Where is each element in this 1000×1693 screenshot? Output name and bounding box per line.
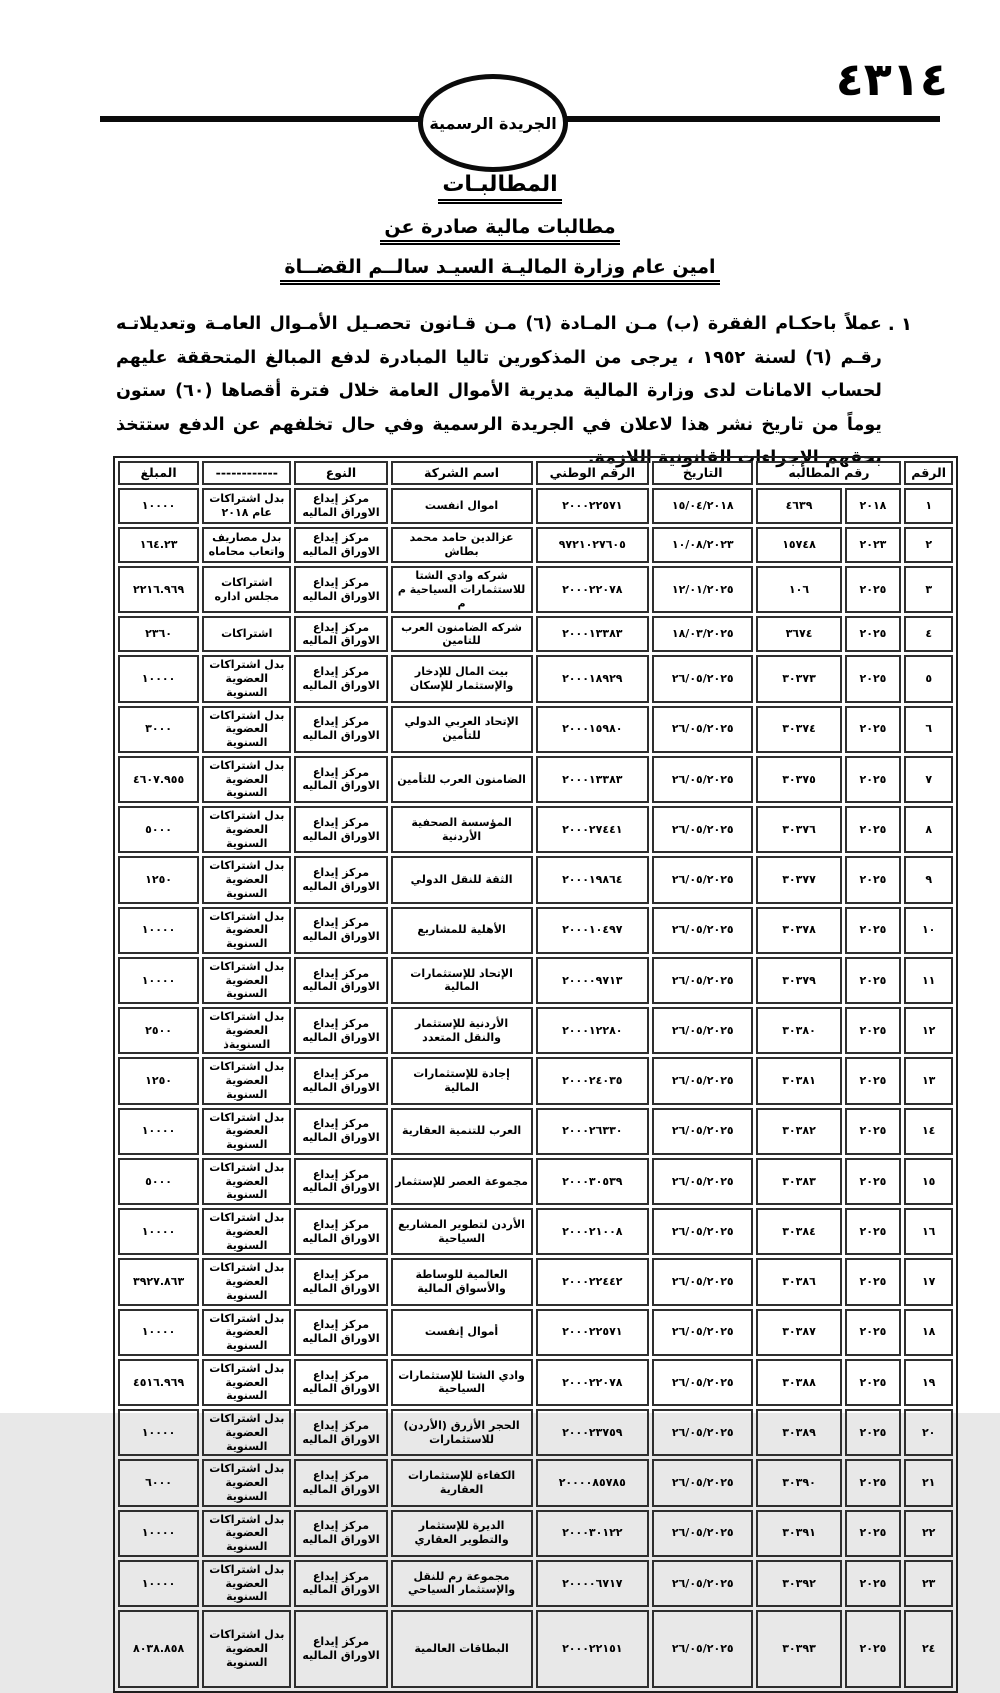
cell-type: مركز إيداع الاوراق الماليه bbox=[294, 1610, 387, 1688]
cell-serial: ٢٠ bbox=[904, 1409, 953, 1456]
cell-description: بدل اشتراكات العضوية السنوية bbox=[202, 1108, 291, 1155]
cell-date: ٢٦/٠٥/٢٠٢٥ bbox=[652, 1359, 753, 1406]
cell-amount: ١٦٤.٢٣ bbox=[118, 527, 199, 563]
header-company: اسم الشركة bbox=[391, 461, 533, 485]
cell-date: ١٨/٠٣/٢٠٢٥ bbox=[652, 616, 753, 652]
cell-amount: ١٠٠٠٠ bbox=[118, 957, 199, 1004]
cell-date: ١٥/٠٤/٢٠١٨ bbox=[652, 488, 753, 524]
cell-company: بيت المال للإدخار والإستثمار للإسكان bbox=[391, 655, 533, 702]
header-date: التاريخ bbox=[652, 461, 753, 485]
cell-amount: ٨٠٣٨.٨٥٨ bbox=[118, 1610, 199, 1688]
cell-company: العرب للتنمية العقارية bbox=[391, 1108, 533, 1155]
cell-company: الثقة للنقل الدولي bbox=[391, 856, 533, 903]
cell-description: بدل اشتراكات العضوية السنوية bbox=[202, 1459, 291, 1506]
cell-claim-number: ٣٠٣٧٦ bbox=[756, 806, 841, 853]
cell-claim-number: ١٠٦ bbox=[756, 566, 841, 613]
table-row bbox=[118, 488, 953, 524]
intro-text: عملاً باحكـام الفقرة (ب) مـن المـادة (٦) مـن قـانون تحصـيل الأمـوال العامـة وتعديلاتـه رقـم (٦) لسنة ١٩٥٢ ، يرجى من المذكورين تاليا المبادرة لدفع المبالغ المتحققة عليهم لحساب الامانات لدى وزارة المالية مديرية الأموال العامة خلال فترة أقصاها (٦٠) ستون يوماً من تاريخ نشر هذا لاعلان في الجريدة الرسمية وفي حال تخلفهم عن الدفع ستتخذ بحقهم الإجراءات القانونية اللازمة. bbox=[116, 314, 882, 469]
cell-description: بدل اشتراكات العضوية السنوية bbox=[202, 1309, 291, 1356]
cell-date: ١٢/٠١/٢٠٢٥ bbox=[652, 566, 753, 613]
cell-date: ٢٦/٠٥/٢٠٢٥ bbox=[652, 1459, 753, 1506]
cell-company: الضامنون العرب للتأمين bbox=[391, 756, 533, 803]
cell-type: مركز إيداع الاوراق الماليه bbox=[294, 1158, 387, 1205]
cell-amount: ١٢٥٠ bbox=[118, 1057, 199, 1104]
cell-type: مركز إيداع الاوراق الماليه bbox=[294, 1258, 387, 1305]
cell-serial: ٢١ bbox=[904, 1459, 953, 1506]
cell-claim-year: ٢٠٢٥ bbox=[845, 1409, 902, 1456]
claims-table bbox=[113, 456, 958, 1693]
claims-table-wrap bbox=[113, 456, 958, 1693]
cell-serial: ١٢ bbox=[904, 1007, 953, 1054]
table-row bbox=[118, 1359, 953, 1406]
cell-national-number: ٢٠٠٠٢٢٠٧٨ bbox=[536, 566, 650, 613]
cell-claim-year: ٢٠٢٥ bbox=[845, 806, 902, 853]
cell-claim-year: ٢٠٢٥ bbox=[845, 1007, 902, 1054]
cell-amount: ١٠٠٠٠ bbox=[118, 1560, 199, 1607]
cell-serial: ٤ bbox=[904, 616, 953, 652]
cell-company: إجادة للإستثمارات المالية bbox=[391, 1057, 533, 1104]
cell-serial: ٢٣ bbox=[904, 1560, 953, 1607]
cell-claim-year: ٢٠١٨ bbox=[845, 488, 902, 524]
cell-date: ٢٦/٠٥/٢٠٢٥ bbox=[652, 1560, 753, 1607]
cell-national-number: ٢٠٠٠٠٨٥٧٨٥ bbox=[536, 1459, 650, 1506]
cell-claim-year: ٢٠٢٥ bbox=[845, 1359, 902, 1406]
cell-amount: ١٠٠٠٠ bbox=[118, 1409, 199, 1456]
cell-claim-year: ٢٠٢٥ bbox=[845, 856, 902, 903]
cell-serial: ١٨ bbox=[904, 1309, 953, 1356]
cell-description: بدل اشتراكات العضوية السنوية bbox=[202, 655, 291, 702]
cell-claim-year: ٢٠٢٥ bbox=[845, 616, 902, 652]
cell-type: مركز إيداع الاوراق الماليه bbox=[294, 1057, 387, 1104]
cell-company: أموال إنفست bbox=[391, 1309, 533, 1356]
cell-description: بدل اشتراكات العضوية السنوية bbox=[202, 1359, 291, 1406]
cell-description: بدل اشتراكات العضوية السنوية bbox=[202, 806, 291, 853]
cell-date: ٢٦/٠٥/٢٠٢٥ bbox=[652, 1510, 753, 1557]
cell-claim-year: ٢٠٢٥ bbox=[845, 1560, 902, 1607]
header-national-number: الرقم الوطني bbox=[536, 461, 650, 485]
cell-company: مجموعة رم للنقل والإستثمار السياحي bbox=[391, 1560, 533, 1607]
cell-date: ٢٦/٠٥/٢٠٢٥ bbox=[652, 1158, 753, 1205]
cell-claim-number: ٣٠٣٧٩ bbox=[756, 957, 841, 1004]
table-row bbox=[118, 1560, 953, 1607]
cell-amount: ١٠٠٠٠ bbox=[118, 1108, 199, 1155]
table-row bbox=[118, 806, 953, 853]
cell-serial: ١٠ bbox=[904, 907, 953, 954]
cell-type: مركز إيداع الاوراق الماليه bbox=[294, 1309, 387, 1356]
cell-date: ٢٦/٠٥/٢٠٢٥ bbox=[652, 1409, 753, 1456]
cell-amount: ٢٣٦٠ bbox=[118, 616, 199, 652]
cell-national-number: ٢٠٠٠٢٣٧٥٩ bbox=[536, 1409, 650, 1456]
cell-claim-number: ٣٠٣٩٠ bbox=[756, 1459, 841, 1506]
intro-paragraph bbox=[116, 308, 912, 476]
table-row bbox=[118, 756, 953, 803]
cell-company: الإتحاد العربي الدولي للتأمين bbox=[391, 706, 533, 753]
table-row bbox=[118, 566, 953, 613]
cell-claim-number: ٣٠٣٨١ bbox=[756, 1057, 841, 1104]
section-subtitle-1-text: مطالبات مالية صادرة عن bbox=[380, 216, 619, 245]
cell-company: مجموعة العصر للإستثمار bbox=[391, 1158, 533, 1205]
cell-amount: ٤٦٠٧.٩٥٥ bbox=[118, 756, 199, 803]
table-row bbox=[118, 1459, 953, 1506]
cell-amount: ١٠٠٠٠ bbox=[118, 655, 199, 702]
cell-date: ٢٦/٠٥/٢٠٢٥ bbox=[652, 1057, 753, 1104]
cell-amount: ١٠٠٠٠ bbox=[118, 907, 199, 954]
cell-serial: ٦ bbox=[904, 706, 953, 753]
cell-claim-number: ٤٦٣٩ bbox=[756, 488, 841, 524]
cell-type: مركز إيداع الاوراق الماليه bbox=[294, 488, 387, 524]
cell-national-number: ٢٠٠٠٢١٠٠٨ bbox=[536, 1208, 650, 1255]
cell-claim-number: ٣٠٣٨٢ bbox=[756, 1108, 841, 1155]
intro-item-number: ١ . bbox=[887, 314, 912, 335]
cell-description: بدل اشتراكات العضوية السنوية bbox=[202, 1409, 291, 1456]
cell-claim-number: ٣٠٣٧٣ bbox=[756, 655, 841, 702]
header-claim-number: رقم المطالبه bbox=[756, 461, 901, 485]
cell-amount: ٥٠٠٠ bbox=[118, 1158, 199, 1205]
table-row bbox=[118, 856, 953, 903]
cell-claim-year: ٢٠٢٥ bbox=[845, 907, 902, 954]
cell-claim-number: ٣٠٣٧٧ bbox=[756, 856, 841, 903]
cell-claim-number: ٣٠٣٨٨ bbox=[756, 1359, 841, 1406]
section-subtitle-1 bbox=[0, 216, 1000, 238]
cell-date: ٢٦/٠٥/٢٠٢٥ bbox=[652, 806, 753, 853]
cell-amount: ٢٥٠٠ bbox=[118, 1007, 199, 1054]
cell-company: البطاقات العالمية bbox=[391, 1610, 533, 1688]
table-row bbox=[118, 1309, 953, 1356]
cell-national-number: ٢٠٠٠٢٢٥٧١ bbox=[536, 1309, 650, 1356]
cell-amount: ١٢٥٠ bbox=[118, 856, 199, 903]
header-serial: الرقم bbox=[904, 461, 953, 485]
cell-serial: ٥ bbox=[904, 655, 953, 702]
cell-type: مركز إيداع الاوراق الماليه bbox=[294, 856, 387, 903]
cell-date: ٢٦/٠٥/٢٠٢٥ bbox=[652, 856, 753, 903]
cell-claim-number: ٣٠٣٨٠ bbox=[756, 1007, 841, 1054]
gazette-label: الجريدة الرسمية bbox=[429, 113, 557, 133]
cell-claim-number: ١٥٧٤٨ bbox=[756, 527, 841, 563]
cell-amount: ١٠٠٠٠ bbox=[118, 488, 199, 524]
gazette-oval bbox=[418, 74, 568, 172]
cell-amount: ٣٩٢٧.٨٦٣ bbox=[118, 1258, 199, 1305]
section-subtitle-2 bbox=[0, 256, 1000, 278]
section-subtitle-2-text: امين عام وزارة الماليـة السيـد سالــم القضــاة bbox=[280, 256, 719, 285]
cell-national-number: ٢٠٠٠١٢٢٨٠ bbox=[536, 1007, 650, 1054]
cell-claim-number: ٣٠٣٧٨ bbox=[756, 907, 841, 954]
cell-serial: ١١ bbox=[904, 957, 953, 1004]
cell-date: ٢٦/٠٥/٢٠٢٥ bbox=[652, 1108, 753, 1155]
cell-description: بدل اشتراكات العضوية السنوية bbox=[202, 1057, 291, 1104]
table-row bbox=[118, 1610, 953, 1688]
cell-national-number: ٢٠٠٠١٥٩٨٠ bbox=[536, 706, 650, 753]
cell-claim-year: ٢٠٢٥ bbox=[845, 756, 902, 803]
cell-type: مركز إيداع الاوراق الماليه bbox=[294, 527, 387, 563]
cell-description: بدل اشتراكات العضوية السنوية bbox=[202, 907, 291, 954]
header-amount: المبلغ bbox=[118, 461, 199, 485]
cell-amount: ٥٠٠٠ bbox=[118, 806, 199, 853]
cell-description: بدل اشتراكات العضوية السنوية bbox=[202, 1510, 291, 1557]
cell-date: ١٠/٠٨/٢٠٢٣ bbox=[652, 527, 753, 563]
cell-national-number: ٢٠٠٠٢٤٠٣٥ bbox=[536, 1057, 650, 1104]
cell-amount: ٦٠٠٠ bbox=[118, 1459, 199, 1506]
cell-company: شركه الضامنون العرب للتامين bbox=[391, 616, 533, 652]
cell-national-number: ٢٠٠٠٢٢١٥١ bbox=[536, 1610, 650, 1688]
header-description: ------------ bbox=[202, 461, 291, 485]
cell-national-number: ٩٧٢١٠٢٧٦٠٥ bbox=[536, 527, 650, 563]
cell-description: اشتراكات bbox=[202, 616, 291, 652]
cell-company: العالمية للوساطة والأسواق المالية bbox=[391, 1258, 533, 1305]
cell-description: بدل اشتراكات العضوية السنوية bbox=[202, 756, 291, 803]
cell-description: بدل اشتراكات العضوية السنوية bbox=[202, 706, 291, 753]
cell-claim-number: ٣٠٣٨٤ bbox=[756, 1208, 841, 1255]
cell-date: ٢٦/٠٥/٢٠٢٥ bbox=[652, 655, 753, 702]
cell-description: بدل اشتراكات العضوية السنويةذ bbox=[202, 1007, 291, 1054]
cell-type: مركز إيداع الاوراق الماليه bbox=[294, 1359, 387, 1406]
cell-claim-year: ٢٠٢٥ bbox=[845, 1057, 902, 1104]
cell-national-number: ٢٠٠٠١٠٤٩٧ bbox=[536, 907, 650, 954]
cell-national-number: ٢٠٠٠٠٩٧١٣ bbox=[536, 957, 650, 1004]
cell-national-number: ٢٠٠٠١٣٣٨٣ bbox=[536, 756, 650, 803]
cell-claim-number: ٣٠٣٧٤ bbox=[756, 706, 841, 753]
cell-company: الأردن لتطوير المشاريع السياحية bbox=[391, 1208, 533, 1255]
cell-national-number: ٢٠٠٠١٩٨٦٤ bbox=[536, 856, 650, 903]
cell-description: بدل اشتراكات العضوية السنوية bbox=[202, 1258, 291, 1305]
cell-type: مركز إيداع الاوراق الماليه bbox=[294, 1208, 387, 1255]
cell-claim-number: ٣٦٧٤ bbox=[756, 616, 841, 652]
cell-serial: ١٦ bbox=[904, 1208, 953, 1255]
cell-amount: ١٠٠٠٠ bbox=[118, 1309, 199, 1356]
cell-type: مركز إيداع الاوراق الماليه bbox=[294, 1510, 387, 1557]
cell-type: مركز إيداع الاوراق الماليه bbox=[294, 706, 387, 753]
cell-national-number: ٢٠٠٠٣٠١٢٢ bbox=[536, 1510, 650, 1557]
cell-description: اشتراكات مجلس اداره bbox=[202, 566, 291, 613]
cell-type: مركز إيداع الاوراق الماليه bbox=[294, 566, 387, 613]
section-title-text: المطالبـات bbox=[438, 172, 561, 204]
cell-date: ٢٦/٠٥/٢٠٢٥ bbox=[652, 1208, 753, 1255]
cell-claim-year: ٢٠٢٥ bbox=[845, 566, 902, 613]
cell-type: مركز إيداع الاوراق الماليه bbox=[294, 1560, 387, 1607]
cell-amount: ٢٢١٦.٩٦٩ bbox=[118, 566, 199, 613]
cell-claim-number: ٣٠٣٩١ bbox=[756, 1510, 841, 1557]
cell-description: بدل اشتراكات العضوية السنوية bbox=[202, 1560, 291, 1607]
cell-type: مركز إيداع الاوراق الماليه bbox=[294, 1409, 387, 1456]
cell-type: مركز إيداع الاوراق الماليه bbox=[294, 806, 387, 853]
cell-national-number: ٢٠٠٠٢٧٤٤١ bbox=[536, 806, 650, 853]
cell-claim-year: ٢٠٢٥ bbox=[845, 1309, 902, 1356]
cell-serial: ١٥ bbox=[904, 1158, 953, 1205]
cell-type: مركز إيداع الاوراق الماليه bbox=[294, 907, 387, 954]
cell-claim-number: ٣٠٣٩٢ bbox=[756, 1560, 841, 1607]
table-row bbox=[118, 527, 953, 563]
cell-description: بدل اشتراكات العضوية السنوية bbox=[202, 856, 291, 903]
cell-claim-number: ٣٠٣٩٣ bbox=[756, 1610, 841, 1688]
cell-claim-year: ٢٠٢٥ bbox=[845, 655, 902, 702]
cell-date: ٢٦/٠٥/٢٠٢٥ bbox=[652, 1309, 753, 1356]
cell-type: مركز إيداع الاوراق الماليه bbox=[294, 1007, 387, 1054]
table-row bbox=[118, 1057, 953, 1104]
cell-claim-year: ٢٠٢٥ bbox=[845, 1610, 902, 1688]
table-row bbox=[118, 655, 953, 702]
cell-serial: ١٣ bbox=[904, 1057, 953, 1104]
page-number: ٤٣١٤ bbox=[835, 52, 948, 106]
cell-company: عزالدين حامد محمد بطاش bbox=[391, 527, 533, 563]
table-row bbox=[118, 1108, 953, 1155]
cell-claim-number: ٣٠٣٧٥ bbox=[756, 756, 841, 803]
cell-date: ٢٦/٠٥/٢٠٢٥ bbox=[652, 957, 753, 1004]
table-row bbox=[118, 1258, 953, 1305]
table-row bbox=[118, 1409, 953, 1456]
masthead bbox=[100, 72, 940, 172]
cell-serial: ٢ bbox=[904, 527, 953, 563]
table-row bbox=[118, 706, 953, 753]
cell-amount: ٤٥١٦.٩٦٩ bbox=[118, 1359, 199, 1406]
cell-national-number: ٢٠٠٠١٨٩٢٩ bbox=[536, 655, 650, 702]
cell-amount: ١٠٠٠٠ bbox=[118, 1208, 199, 1255]
cell-company: الحجر الأزرق (الأردن) للاستثمارات bbox=[391, 1409, 533, 1456]
cell-description: بدل مصاريف واتعاب محاماه bbox=[202, 527, 291, 563]
table-row bbox=[118, 1510, 953, 1557]
table-row bbox=[118, 1158, 953, 1205]
cell-national-number: ٢٠٠٠٢٢٤٤٢ bbox=[536, 1258, 650, 1305]
table-row bbox=[118, 1208, 953, 1255]
cell-national-number: ٢٠٠٠٢٦٣٣٠ bbox=[536, 1108, 650, 1155]
cell-serial: ٩ bbox=[904, 856, 953, 903]
cell-date: ٢٦/٠٥/٢٠٢٥ bbox=[652, 706, 753, 753]
cell-description: بدل اشتراكات العضوية السنوية bbox=[202, 957, 291, 1004]
cell-amount: ١٠٠٠٠ bbox=[118, 1510, 199, 1557]
cell-company: الأهلية للمشاريع bbox=[391, 907, 533, 954]
cell-type: مركز إيداع الاوراق الماليه bbox=[294, 1108, 387, 1155]
cell-national-number: ٢٠٠٠٢٢٥٧١ bbox=[536, 488, 650, 524]
cell-claim-year: ٢٠٢٥ bbox=[845, 1158, 902, 1205]
cell-serial: ٣ bbox=[904, 566, 953, 613]
table-row bbox=[118, 616, 953, 652]
cell-amount: ٣٠٠٠ bbox=[118, 706, 199, 753]
cell-claim-year: ٢٠٢٥ bbox=[845, 1108, 902, 1155]
cell-serial: ١٧ bbox=[904, 1258, 953, 1305]
cell-type: مركز إيداع الاوراق الماليه bbox=[294, 1459, 387, 1506]
cell-claim-year: ٢٠٢٥ bbox=[845, 706, 902, 753]
section-title bbox=[0, 172, 1000, 197]
cell-claim-number: ٣٠٣٨٩ bbox=[756, 1409, 841, 1456]
cell-serial: ٧ bbox=[904, 756, 953, 803]
table-row bbox=[118, 907, 953, 954]
cell-claim-year: ٢٠٢٥ bbox=[845, 1459, 902, 1506]
cell-date: ٢٦/٠٥/٢٠٢٥ bbox=[652, 756, 753, 803]
cell-national-number: ٢٠٠٠٠٦٧١٧ bbox=[536, 1560, 650, 1607]
cell-serial: ٢٤ bbox=[904, 1610, 953, 1688]
cell-national-number: ٢٠٠٠٣٠٥٣٩ bbox=[536, 1158, 650, 1205]
cell-serial: ٢٢ bbox=[904, 1510, 953, 1557]
cell-type: مركز إيداع الاوراق الماليه bbox=[294, 616, 387, 652]
cell-date: ٢٦/٠٥/٢٠٢٥ bbox=[652, 907, 753, 954]
cell-claim-year: ٢٠٢٥ bbox=[845, 957, 902, 1004]
cell-national-number: ٢٠٠٠١٣٣٨٣ bbox=[536, 616, 650, 652]
cell-company: اموال انفست bbox=[391, 488, 533, 524]
cell-company: الإتحاد للإستثمارات المالية bbox=[391, 957, 533, 1004]
cell-serial: ٨ bbox=[904, 806, 953, 853]
cell-company: شركه وادي الشتا للاستثمارات السياحية م م bbox=[391, 566, 533, 613]
cell-claim-year: ٢٠٢٥ bbox=[845, 1510, 902, 1557]
cell-date: ٢٦/٠٥/٢٠٢٥ bbox=[652, 1610, 753, 1688]
cell-description: بدل اشتراكات العضوية السنوية bbox=[202, 1158, 291, 1205]
cell-serial: ١ bbox=[904, 488, 953, 524]
cell-claim-year: ٢٠٢٥ bbox=[845, 1208, 902, 1255]
cell-serial: ١٩ bbox=[904, 1359, 953, 1406]
cell-company: المؤسسة الصحفية الأردنية bbox=[391, 806, 533, 853]
cell-claim-year: ٢٠٢٣ bbox=[845, 527, 902, 563]
cell-description: بدل اشتراكات العضوية السنوية bbox=[202, 1208, 291, 1255]
cell-company: الديرة للإستثمار والتطوير العقاري bbox=[391, 1510, 533, 1557]
cell-claim-number: ٣٠٣٨٧ bbox=[756, 1309, 841, 1356]
cell-serial: ١٤ bbox=[904, 1108, 953, 1155]
cell-national-number: ٢٠٠٠٢٢٠٧٨ bbox=[536, 1359, 650, 1406]
cell-date: ٢٦/٠٥/٢٠٢٥ bbox=[652, 1007, 753, 1054]
table-row bbox=[118, 1007, 953, 1054]
cell-type: مركز إيداع الاوراق الماليه bbox=[294, 756, 387, 803]
cell-type: مركز إيداع الاوراق الماليه bbox=[294, 957, 387, 1004]
cell-claim-number: ٣٠٣٨٦ bbox=[756, 1258, 841, 1305]
cell-description: بدل اشتراكات العضوية السنوية bbox=[202, 1610, 291, 1688]
cell-type: مركز إيداع الاوراق الماليه bbox=[294, 655, 387, 702]
cell-company: الكفاءة للإستثمارات العقارية bbox=[391, 1459, 533, 1506]
header-type: النوع bbox=[294, 461, 387, 485]
cell-date: ٢٦/٠٥/٢٠٢٥ bbox=[652, 1258, 753, 1305]
cell-company: الأردنية للإستثمار والنقل المتعدد bbox=[391, 1007, 533, 1054]
cell-company: وادي الشتا للإستثمارات السياحية bbox=[391, 1359, 533, 1406]
table-header-row bbox=[118, 461, 953, 485]
table-row bbox=[118, 957, 953, 1004]
cell-claim-year: ٢٠٢٥ bbox=[845, 1258, 902, 1305]
cell-description: بدل اشتراكات عام ٢٠١٨ bbox=[202, 488, 291, 524]
cell-claim-number: ٣٠٣٨٣ bbox=[756, 1158, 841, 1205]
